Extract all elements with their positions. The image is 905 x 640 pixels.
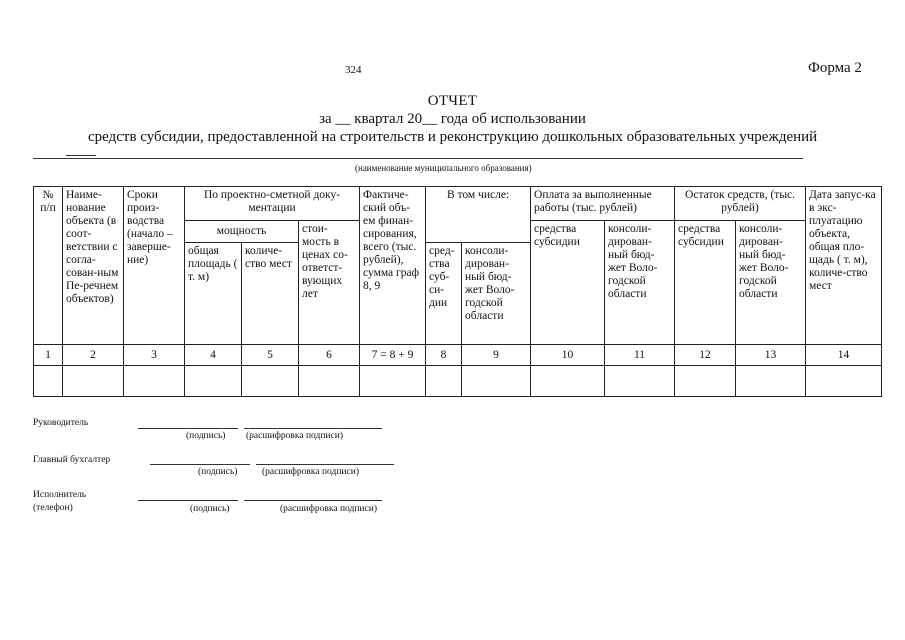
col-number: 3: [124, 345, 185, 366]
blank-cell: [605, 366, 675, 397]
header-area: общая площадь ( т. м): [185, 243, 242, 345]
header-including: В том числе:: [426, 187, 531, 243]
header-launch-date: Дата запус-ка в экс-плуатацию объекта, общая пло-щадь ( т. м), количе-ство мест: [806, 187, 882, 345]
signature-decode-caption: (расшифровка подписи): [280, 504, 377, 514]
header-psd: По проектно-сметной доку-ментации: [185, 187, 360, 221]
col-number: 11: [605, 345, 675, 366]
header-object-name: Наиме-нование объекта (в соот-ветствии с согла-сован-ным Пе-речнем объектов): [63, 187, 124, 345]
blank-cell: [736, 366, 806, 397]
header-cost: стои-мость в ценах со-ответст-вующих лет: [299, 221, 360, 345]
col-number: 2: [63, 345, 124, 366]
header-rest-regional: консоли-дирован-ный бюд-жет Воло-годской области: [736, 221, 806, 345]
blank-cell: [185, 366, 242, 397]
col-number: 13: [736, 345, 806, 366]
signature-caption: (подпись): [186, 431, 226, 441]
signature-role-executor: Исполнитель: [33, 490, 87, 500]
col-number: 1: [34, 345, 63, 366]
header-paid-subsidy: средства субсидии: [531, 221, 605, 345]
signature-decode-caption: (расшифровка подписи): [246, 431, 343, 441]
document-subtitle-line2: средств субсидии, предоставленной на строительств и реконструкцию дошкольных образовательных учреждений: [88, 129, 818, 145]
header-including-subsidy: сред-ства суб-си-дии: [426, 243, 462, 345]
signature-role-phone: (телефон): [33, 503, 73, 513]
blank-cell: [426, 366, 462, 397]
document-title: ОТЧЕТ: [427, 93, 478, 109]
signature-decode-caption: (расшифровка подписи): [262, 467, 359, 477]
col-number: 14: [806, 345, 882, 366]
signature-decode-line: [244, 428, 382, 429]
col-number: 5: [242, 345, 299, 366]
col-number: 12: [675, 345, 736, 366]
header-including-regional: консоли-дирован-ный бюд-жет Воло-годской области: [462, 243, 531, 345]
col-number: 8: [426, 345, 462, 366]
signature-caption: (подпись): [190, 504, 230, 514]
col-number: 6: [299, 345, 360, 366]
blank-cell: [34, 366, 63, 397]
column-numbers-row: [34, 345, 882, 366]
header-capacity: мощность: [185, 221, 299, 243]
municipality-caption: (наименование муниципального образования): [355, 163, 532, 173]
col-number: 7 = 8 + 9: [360, 345, 426, 366]
header-rest-subsidy: средства субсидии: [675, 221, 736, 345]
blank-cell: [299, 366, 360, 397]
signature-line: [138, 428, 238, 429]
blank-cell: [124, 366, 185, 397]
form-label: Форма 2: [808, 60, 862, 76]
municipality-line-mark: [66, 155, 96, 156]
signature-line: [150, 464, 250, 465]
blank-cell: [531, 366, 605, 397]
signature-decode-line: [244, 500, 382, 501]
blank-cell: [675, 366, 736, 397]
signature-line: [138, 500, 238, 501]
blank-cell: [63, 366, 124, 397]
signature-role-head: Руководитель: [33, 418, 89, 428]
report-table: [33, 186, 882, 397]
header-actual-financing: Фактиче-ский объ-ем финан-сирования, всего (тыс. рублей), сумма граф 8, 9: [360, 187, 426, 345]
header-paid-works: Оплата за выполненные работы (тыс. рублей): [531, 187, 675, 221]
municipality-line: [33, 158, 803, 159]
blank-cell: [242, 366, 299, 397]
header-terms: Сроки произ-водства (начало – заверше-ние): [124, 187, 185, 345]
table-row: [34, 366, 882, 397]
page-number: 324: [345, 64, 362, 76]
signature-caption: (подпись): [198, 467, 238, 477]
col-number: 4: [185, 345, 242, 366]
header-places: количе-ство мест: [242, 243, 299, 345]
col-number: 9: [462, 345, 531, 366]
blank-cell: [462, 366, 531, 397]
blank-cell: [360, 366, 426, 397]
col-number: 10: [531, 345, 605, 366]
document-subtitle-line1: за __ квартал 20__ года об использовании: [319, 111, 586, 127]
blank-cell: [806, 366, 882, 397]
header-remaining-funds: Остаток средств, (тыс. рублей): [675, 187, 806, 221]
signature-decode-line: [256, 464, 394, 465]
header-paid-regional: консоли-дирован-ный бюд-жет Воло-годской области: [605, 221, 675, 345]
signature-role-accountant: Главный бухгалтер: [33, 455, 111, 465]
header-num: № п/п: [34, 187, 63, 345]
